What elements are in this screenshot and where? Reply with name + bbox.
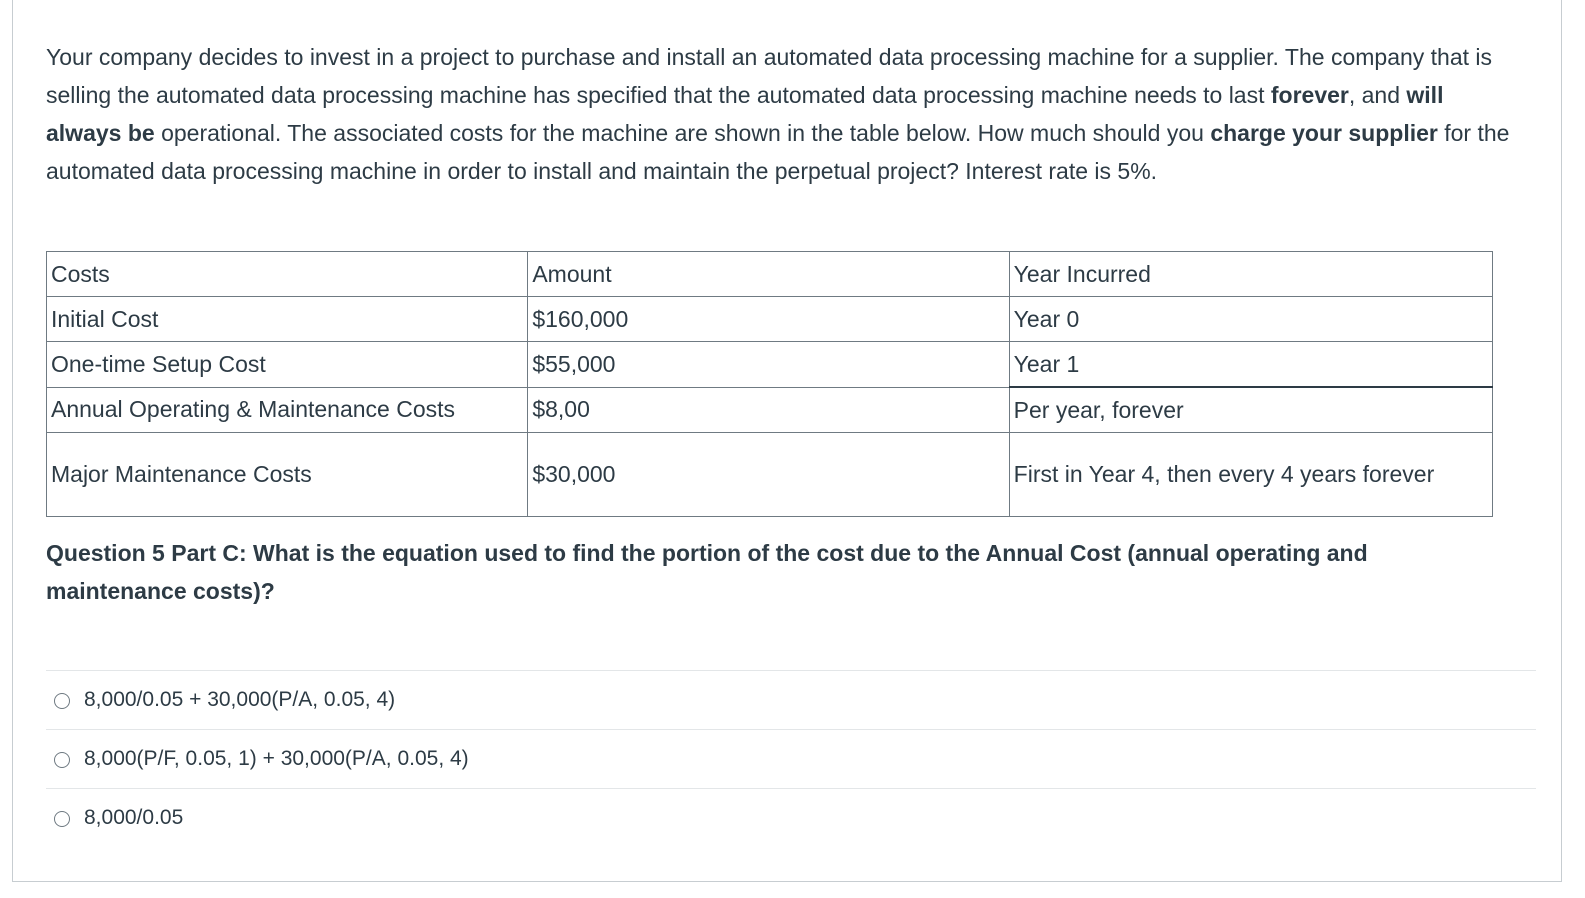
table-row [47,297,1493,342]
cell-year: Year 1 [1009,342,1492,388]
table-row [47,342,1493,388]
answer-option-3[interactable] [46,788,1536,847]
cell-cost-name: Major Maintenance Costs [47,433,528,517]
answer-label: 8,000/0.05 [84,806,184,829]
cell-amount: $8,00 [528,387,1009,433]
cell-amount: $55,000 [528,342,1009,388]
stem-bold-forever: forever [1270,82,1349,108]
stem-bold-always: will always be [46,82,1444,146]
cell-amount: $30,000 [528,433,1009,517]
header-costs: Costs [47,252,528,297]
answer-label: 8,000/0.05 + 30,000(P/A, 0.05, 4) [84,688,396,711]
answer-option-2[interactable] [46,729,1536,788]
table-header-row [47,252,1493,297]
cell-cost-name: Initial Cost [47,297,528,342]
question-card [12,0,1562,882]
table-row [47,433,1493,517]
answer-label: 8,000(P/F, 0.05, 1) + 30,000(P/A, 0.05, 4) [84,747,469,770]
radio-button-icon[interactable] [54,693,70,709]
question-prompt: Question 5 Part C: What is the equation used to find the portion of the cost due to the Annual Cost (annual operating and maintenance costs)? [46,540,1368,604]
cell-cost-name: Annual Operating & Maintenance Costs [47,387,528,433]
radio-button-icon[interactable] [54,811,70,827]
table-row [47,387,1493,433]
stem-text-1: Your company decides to invest in a project to purchase and install an automated data processing machine for a supplier. The company that is selling the automated data processing machine has specified that the automated data processing machine needs to last [46,44,1493,108]
question-stem [46,38,1516,190]
cell-cost-name: One-time Setup Cost [47,342,528,388]
answer-option-1[interactable] [46,670,1536,729]
cell-year: Year 0 [1009,297,1492,342]
cell-amount: $160,000 [528,297,1009,342]
stem-text-2: , and [1348,82,1407,108]
stem-bold-charge: charge your supplier [1210,120,1438,146]
cell-year: Per year, forever [1009,387,1492,433]
costs-table [46,251,1493,517]
header-amount: Amount [528,252,1009,297]
cell-year: First in Year 4, then every 4 years forever [1009,433,1492,517]
stem-text-3: operational. The associated costs for the machine are shown in the table below. How much should you [154,120,1211,146]
header-year-incurred: Year Incurred [1009,252,1492,297]
answer-list [46,670,1536,847]
radio-button-icon[interactable] [54,752,70,768]
stem-text-4: for the automated data processing machine in order to install and maintain the perpetual project? Interest rate is 5%. [46,120,1510,184]
